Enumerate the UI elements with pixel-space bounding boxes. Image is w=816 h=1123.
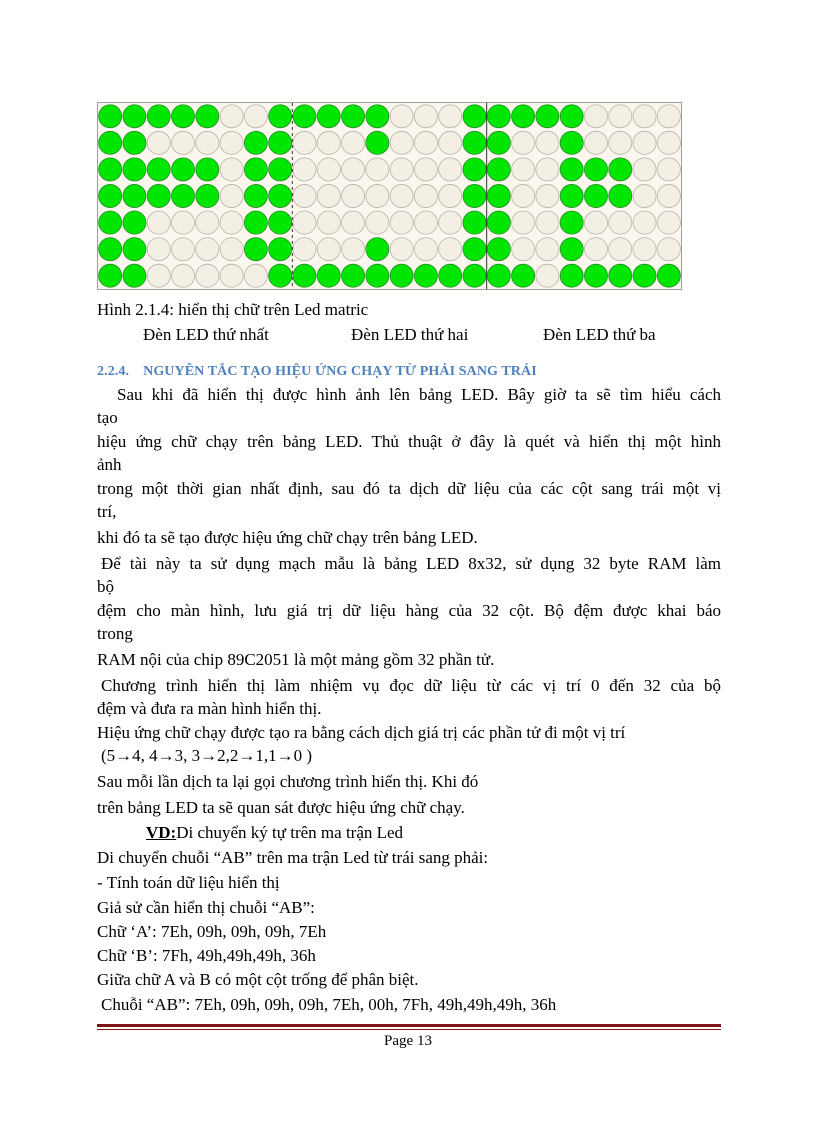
- led-off: [293, 211, 316, 234]
- led-off: [439, 211, 462, 234]
- led-on: [269, 238, 292, 261]
- led-on: [123, 105, 146, 128]
- led-on: [269, 184, 292, 207]
- led-on: [147, 158, 170, 181]
- led-off: [196, 211, 219, 234]
- led-off: [293, 158, 316, 181]
- section-title: NGUYÊN TẮC TẠO HIỆU ỨNG CHẠY TỪ PHẢI SANG TRÁI: [143, 364, 537, 379]
- led-off: [414, 184, 437, 207]
- led-on: [123, 238, 146, 261]
- led-off: [220, 105, 243, 128]
- led-off: [512, 158, 535, 181]
- led-on: [123, 184, 146, 207]
- led-on: [609, 184, 632, 207]
- led-off: [512, 238, 535, 261]
- led-off: [414, 238, 437, 261]
- led-off: [609, 131, 632, 154]
- led-on: [293, 264, 316, 287]
- led-off: [293, 238, 316, 261]
- led-on: [123, 264, 146, 287]
- led-off: [657, 238, 680, 261]
- paragraph-line: - Tính toán dữ liệu hiển thị: [97, 873, 280, 892]
- led-on: [342, 264, 365, 287]
- led-off: [244, 264, 267, 287]
- led-off: [293, 131, 316, 154]
- paragraph-line: trong: [97, 624, 133, 643]
- led-off: [439, 105, 462, 128]
- led-on: [99, 264, 122, 287]
- led-on: [390, 264, 413, 287]
- led-off: [536, 264, 559, 287]
- led-on: [196, 184, 219, 207]
- led-off: [536, 211, 559, 234]
- led-off: [342, 158, 365, 181]
- paragraph-line: trong một thời gian nhất định, sau đó ta dịch dữ liệu của các cột sang trái một vị: [97, 479, 721, 498]
- led-off: [584, 211, 607, 234]
- led-on: [512, 264, 535, 287]
- led-on: [123, 211, 146, 234]
- led-off: [633, 238, 656, 261]
- led-off: [342, 184, 365, 207]
- led-off: [220, 238, 243, 261]
- led-on: [633, 264, 656, 287]
- led-on: [171, 158, 194, 181]
- paragraph-line: Hiệu ứng chữ chạy được tạo ra bằng cách dịch giá trị các phần tử đi một vị trí: [97, 723, 626, 742]
- paragraph-line: Chuỗi “AB”: 7Eh, 09h, 09h, 09h, 7Eh, 00h, 7Fh, 49h,49h,49h, 36h: [101, 995, 557, 1014]
- paragraph-line: Chương trình hiển thị làm nhiệm vụ đọc dữ liệu từ các vị trí 0 đến 32 của bộ: [101, 676, 721, 695]
- paragraph-line: Di chuyển chuỗi “AB” trên ma trận Led từ trái sang phải:: [97, 848, 489, 867]
- led-off: [196, 264, 219, 287]
- led-off: [196, 238, 219, 261]
- led-off: [171, 238, 194, 261]
- paragraph-line: Sau mỗi lần dịch ta lại gọi chương trình hiển thị. Khi đó: [97, 772, 479, 791]
- led-off: [390, 158, 413, 181]
- led-on: [463, 264, 486, 287]
- led-off: [317, 184, 340, 207]
- led-on: [99, 184, 122, 207]
- led-off: [171, 264, 194, 287]
- led-on: [147, 184, 170, 207]
- led-matrix-figure: [97, 102, 682, 290]
- led-on: [487, 105, 510, 128]
- paragraph-line: ảnh: [97, 455, 122, 474]
- led-off: [317, 238, 340, 261]
- led-off: [536, 184, 559, 207]
- led-off: [317, 158, 340, 181]
- example-label: VD:: [146, 823, 177, 842]
- led-on: [244, 238, 267, 261]
- led-off: [439, 158, 462, 181]
- led-off: [512, 211, 535, 234]
- led-on: [123, 131, 146, 154]
- paragraph-line: Sau khi đã hiển thị được hình ảnh lên bảng LED. Bây giờ ta sẽ tìm hiểu cách: [117, 385, 721, 404]
- led-on: [99, 105, 122, 128]
- led-on: [463, 211, 486, 234]
- paragraph-line: Giữa chữ A và B có một cột trống để phân biệt.: [97, 970, 419, 989]
- section-heading: [97, 364, 537, 380]
- led-off: [609, 211, 632, 234]
- led-off: [657, 184, 680, 207]
- led-on: [366, 131, 389, 154]
- led-off: [633, 131, 656, 154]
- led-off: [536, 131, 559, 154]
- led-on: [487, 184, 510, 207]
- led-off: [220, 158, 243, 181]
- led-on: [244, 211, 267, 234]
- paragraph-line: đệm và đưa ra màn hình hiển thị.: [97, 699, 322, 718]
- led-on: [463, 238, 486, 261]
- led-off: [633, 184, 656, 207]
- led-off: [147, 211, 170, 234]
- led-on: [414, 264, 437, 287]
- led-off: [366, 184, 389, 207]
- paragraph-line: trí,: [97, 502, 117, 521]
- led-on: [99, 158, 122, 181]
- led-off: [220, 184, 243, 207]
- led-on: [560, 184, 583, 207]
- led-off: [439, 131, 462, 154]
- led-on: [317, 105, 340, 128]
- led-off: [414, 131, 437, 154]
- led-off: [633, 211, 656, 234]
- example-line: [146, 822, 403, 844]
- led-off: [584, 131, 607, 154]
- led-on: [487, 238, 510, 261]
- led-on: [244, 158, 267, 181]
- led-on: [123, 158, 146, 181]
- led-on: [463, 184, 486, 207]
- led-off: [366, 158, 389, 181]
- led-off: [366, 211, 389, 234]
- led-off: [657, 158, 680, 181]
- led-on: [366, 105, 389, 128]
- led-off: [342, 238, 365, 261]
- footer-rule-thick: [97, 1024, 721, 1027]
- led-off: [220, 264, 243, 287]
- led-off: [171, 131, 194, 154]
- led-off: [147, 264, 170, 287]
- led-off: [633, 158, 656, 181]
- led-on: [584, 264, 607, 287]
- led-off: [220, 131, 243, 154]
- led-on: [269, 264, 292, 287]
- led-on: [99, 238, 122, 261]
- led-on: [244, 131, 267, 154]
- led-on: [512, 105, 535, 128]
- led-on: [269, 211, 292, 234]
- led-on: [196, 105, 219, 128]
- led-on: [439, 264, 462, 287]
- paragraph-line: tạo: [97, 408, 118, 427]
- led-off: [317, 131, 340, 154]
- led-off: [633, 105, 656, 128]
- led-on: [463, 105, 486, 128]
- led-label-2: Đèn LED thứ hai: [351, 325, 469, 344]
- led-on: [366, 238, 389, 261]
- led-off: [584, 105, 607, 128]
- led-off: [609, 238, 632, 261]
- led-on: [584, 158, 607, 181]
- led-on: [147, 105, 170, 128]
- led-on: [560, 264, 583, 287]
- led-off: [414, 211, 437, 234]
- led-on: [657, 264, 680, 287]
- example-text: Di chuyển ký tự trên ma trận Led: [176, 823, 404, 842]
- paragraph-line: Giả sử cần hiển thị chuỗi “AB”:: [97, 898, 315, 917]
- led-off: [512, 131, 535, 154]
- led-off: [147, 131, 170, 154]
- led-off: [390, 238, 413, 261]
- led-on: [584, 184, 607, 207]
- paragraph-line: Chữ ‘B’: 7Fh, 49h,49h,49h, 36h: [97, 946, 316, 965]
- led-on: [269, 131, 292, 154]
- led-off: [512, 184, 535, 207]
- led-off: [342, 211, 365, 234]
- led-on: [463, 131, 486, 154]
- led-off: [609, 105, 632, 128]
- led-off: [657, 211, 680, 234]
- led-on: [560, 158, 583, 181]
- led-on: [244, 184, 267, 207]
- led-on: [171, 105, 194, 128]
- led-off: [147, 238, 170, 261]
- led-off: [293, 184, 316, 207]
- led-on: [317, 264, 340, 287]
- paragraph-line: Để tài này ta sử dụng mạch mẫu là bảng LED 8x32, sử dụng 32 byte RAM làm: [101, 554, 721, 573]
- led-label-1: Đèn LED thứ nhất: [143, 325, 269, 344]
- paragraph-line: bộ: [97, 577, 114, 596]
- led-on: [463, 158, 486, 181]
- led-off: [536, 158, 559, 181]
- led-label-3: Đèn LED thứ ba: [543, 325, 656, 344]
- led-on: [560, 105, 583, 128]
- led-on: [487, 211, 510, 234]
- paragraph-line: đệm cho màn hình, lưu giá trị dữ liệu hàng của 32 cột. Bộ đệm được khai báo: [97, 601, 721, 620]
- led-on: [269, 105, 292, 128]
- led-on: [487, 264, 510, 287]
- led-off: [390, 211, 413, 234]
- led-off: [584, 238, 607, 261]
- paragraph-line: khi đó ta sẽ tạo được hiệu ứng chữ chạy trên bảng LED.: [97, 528, 478, 547]
- led-on: [487, 158, 510, 181]
- led-off: [342, 131, 365, 154]
- led-on: [171, 184, 194, 207]
- led-off: [536, 238, 559, 261]
- paragraph-line: (5→4, 4→3, 3→2,2→1,1→0 ): [101, 746, 313, 765]
- led-off: [171, 211, 194, 234]
- paragraph-line: Chữ ‘A’: 7Eh, 09h, 09h, 09h, 7Eh: [97, 922, 327, 941]
- led-on: [487, 131, 510, 154]
- led-on: [366, 264, 389, 287]
- led-off: [220, 211, 243, 234]
- led-off: [317, 211, 340, 234]
- figure-caption: Hình 2.1.4: hiển thị chữ trên Led matric: [97, 300, 369, 319]
- section-number: 2.2.4.: [97, 364, 130, 379]
- led-off: [244, 105, 267, 128]
- led-on: [609, 264, 632, 287]
- led-on: [293, 105, 316, 128]
- led-off: [390, 184, 413, 207]
- led-off: [414, 158, 437, 181]
- led-off: [657, 131, 680, 154]
- led-on: [560, 211, 583, 234]
- led-off: [390, 105, 413, 128]
- led-on: [99, 131, 122, 154]
- footer-rule-thin: [97, 1029, 721, 1030]
- led-off: [439, 184, 462, 207]
- led-matrix-grid: [98, 103, 681, 289]
- led-on: [99, 211, 122, 234]
- page-number: Page 13: [384, 1033, 432, 1049]
- led-on: [196, 158, 219, 181]
- led-off: [657, 105, 680, 128]
- led-on: [342, 105, 365, 128]
- paragraph-line: trên bảng LED ta sẽ quan sát được hiệu ứng chữ chạy.: [97, 798, 465, 817]
- led-off: [390, 131, 413, 154]
- led-off: [414, 105, 437, 128]
- led-on: [536, 105, 559, 128]
- led-on: [560, 131, 583, 154]
- led-off: [439, 238, 462, 261]
- led-on: [609, 158, 632, 181]
- paragraph-line: RAM nội của chip 89C2051 là một mảng gồm 32 phần tử.: [97, 650, 495, 669]
- led-off: [196, 131, 219, 154]
- led-on: [269, 158, 292, 181]
- paragraph-line: hiệu ứng chữ chạy trên bảng LED. Thủ thuật ở đây là quét và hiển thị một hình: [97, 432, 721, 451]
- led-on: [560, 238, 583, 261]
